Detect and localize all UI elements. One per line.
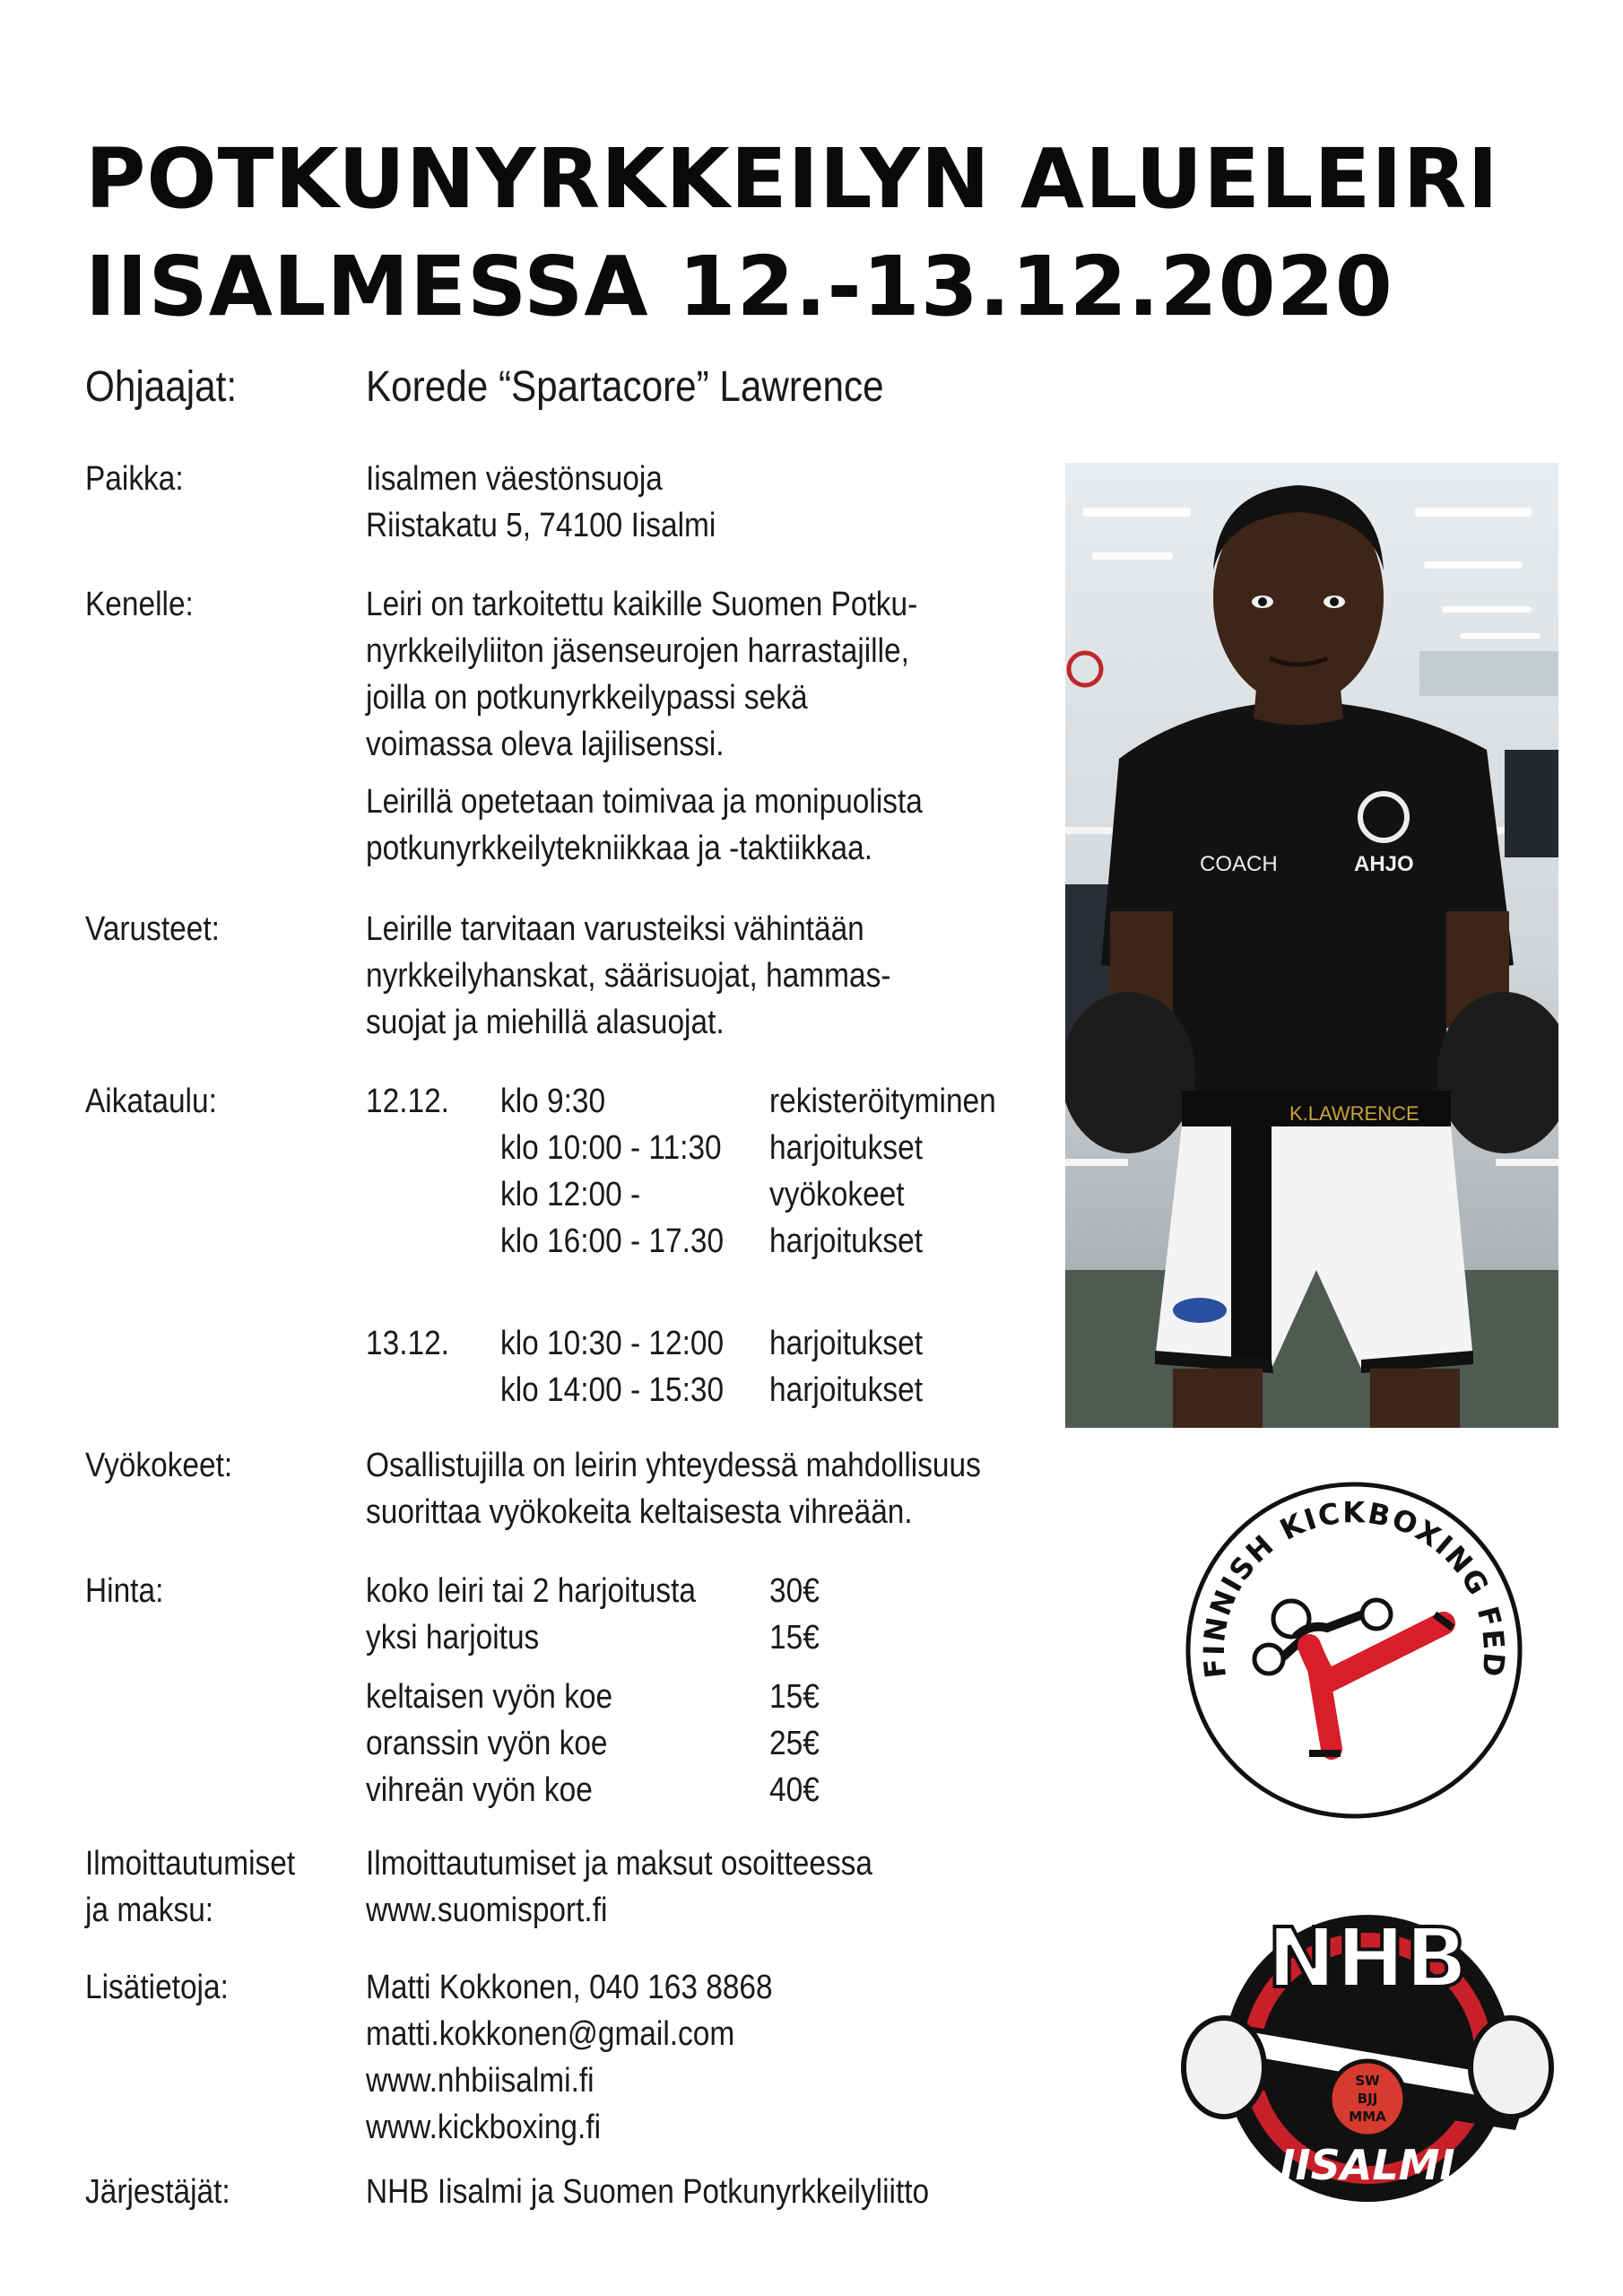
nhb-logo [1175,1888,1560,2220]
label-ohjaajat: Ohjaajat: [85,363,238,411]
value-kenelle [366,581,917,768]
varusteet-line: nyrkkeilyhanskat, säärisuojat, hammas- [366,957,891,995]
shirt-ahjo-text: AHJO [1354,852,1414,876]
kenelle-line: nyrkkeilyliiton jäsenseurojen harrastajille, [366,632,909,670]
schedule-activity: vyökokeet [769,1176,905,1213]
kickboxing-website-link[interactable]: www.kickboxing.fi [366,2109,602,2146]
kenelle-line: voimassa oleva lajilisenssi. [366,726,725,763]
paikka-line: Riistakatu 5, 74100 Iisalmi [366,507,716,544]
schedule-time: klo 9:30 [500,1083,606,1120]
schedule-times [500,1078,724,1265]
label-vyokokeet: Vyökokeet: [85,1447,233,1484]
price-values [769,1568,820,1661]
title-line-2: IISALMESSA 12.-13.12.2020 [85,239,1393,335]
price-value: 30€ [769,1572,820,1610]
nhb-badge-mma: MMA [1349,2109,1386,2125]
schedule-time: klo 10:00 - 11:30 [500,1129,722,1167]
price-names [366,1674,612,1813]
contact-email-link[interactable]: matti.kokkonen@gmail.com [366,2015,735,2053]
kenelle-line: potkunyrkkeilytekniikkaa ja -taktiikkaa. [366,830,873,867]
schedule-time: klo 16:00 - 17.30 [500,1222,725,1260]
price-name: oranssin vyön koe [366,1725,608,1762]
ilmoittautumiset-line: Ilmoittautumiset ja maksut osoitteessa [366,1845,873,1883]
page-title [85,126,1538,341]
schedule-date: 12.12. [366,1083,449,1120]
value-jarjestajat: NHB Iisalmi ja Suomen Potkunyrkkeilyliitto [366,2173,930,2211]
paikka-line: Iisalmen väestönsuoja [366,460,663,498]
label-varusteet: Varusteet: [85,910,220,948]
kenelle-line: Leiri on tarkoitettu kaikille Suomen Potku- [366,586,918,623]
schedule-activities [769,1078,996,1265]
price-value: 15€ [769,1619,820,1657]
price-name: keltaisen vyön koe [366,1678,613,1716]
nhb-badge-bjj: BJJ [1357,2091,1378,2107]
value-paikka [366,456,716,549]
schedule-times [500,1320,724,1413]
nhb-website-link[interactable]: www.nhbiisalmi.fi [366,2062,595,2100]
nhb-logo-subtitle: IISALMI [1280,2141,1455,2189]
value-varusteet [366,906,890,1046]
price-value: 40€ [769,1771,820,1809]
schedule-time: klo 10:30 - 12:00 [500,1325,725,1362]
schedule-activity: harjoitukset [769,1222,924,1260]
value-ohjaajat: Korede “Spartacore” Lawrence [366,363,884,411]
price-value: 25€ [769,1725,820,1762]
schedule-activity: harjoitukset [769,1371,924,1409]
label-hinta: Hinta: [85,1572,164,1610]
nhb-emblem [1175,1888,1560,2220]
label-jarjestajat: Järjestäjät: [85,2173,230,2211]
label-paikka: Paikka: [85,460,184,498]
schedule-date: 13.12. [366,1325,449,1362]
vyokokeet-line: suorittaa vyökokeita keltaisesta vihreään. [366,1493,913,1531]
label-kenelle: Kenelle: [85,586,194,623]
label-line: ja maksu: [85,1892,214,1929]
vyokokeet-line: Osallistujilla on leirin yhteydessä mahdollisuus [366,1447,981,1484]
kenelle-line: joilla on potkunyrkkeilypassi sekä [366,679,808,717]
price-name: vihreän vyön koe [366,1771,593,1809]
kenelle-line: Leirillä opetetaan toimivaa ja monipuolista [366,783,923,821]
schedule-activity: rekisteröityminen [769,1083,996,1120]
schedule-time: klo 14:00 - 15:30 [500,1371,725,1409]
schedule-activity: harjoitukset [769,1129,924,1167]
fkf-logo [1184,1480,1524,1821]
title-line-1: POTKUNYRKKEILYN ALUELEIRI [85,131,1499,227]
value-lisatietoja [366,1964,773,2151]
value-vyokokeet [366,1442,981,1535]
price-value: 15€ [769,1678,820,1716]
value-ilmoittautumiset [366,1840,872,1934]
label-aikataulu: Aikataulu: [85,1083,217,1120]
label-ilmoittautumiset [85,1840,295,1934]
value-kenelle-2 [366,778,923,872]
varusteet-line: suojat ja miehillä alasuojat. [366,1004,725,1041]
fkf-emblem [1184,1480,1524,1821]
nhb-badge-sw: SW [1355,2073,1380,2089]
instructor-illustration [1065,463,1558,1428]
belt-name-text: K.LAWRENCE [1289,1102,1419,1125]
label-line: Ilmoittautumiset [85,1845,296,1883]
fkf-logo-text: FINNISH KICKBOXING FED [1196,1495,1512,1681]
label-lisatietoja: Lisätietoja: [85,1969,229,2006]
price-values [769,1674,820,1813]
instructor-photo [1065,463,1558,1428]
price-names [366,1568,696,1661]
nhb-logo-title: NHB [1266,1910,1469,2006]
varusteet-line: Leirille tarvitaan varusteiksi vähintään [366,910,864,948]
schedule-activity: harjoitukset [769,1325,924,1362]
schedule-activities [769,1320,923,1413]
registration-link[interactable]: www.suomisport.fi [366,1892,608,1929]
shirt-coach-text: COACH [1200,852,1278,876]
price-name: yksi harjoitus [366,1619,540,1657]
contact-name-phone: Matti Kokkonen, 040 163 8868 [366,1969,773,2006]
price-name: koko leiri tai 2 harjoitusta [366,1572,697,1610]
schedule-time: klo 12:00 - [500,1176,641,1213]
